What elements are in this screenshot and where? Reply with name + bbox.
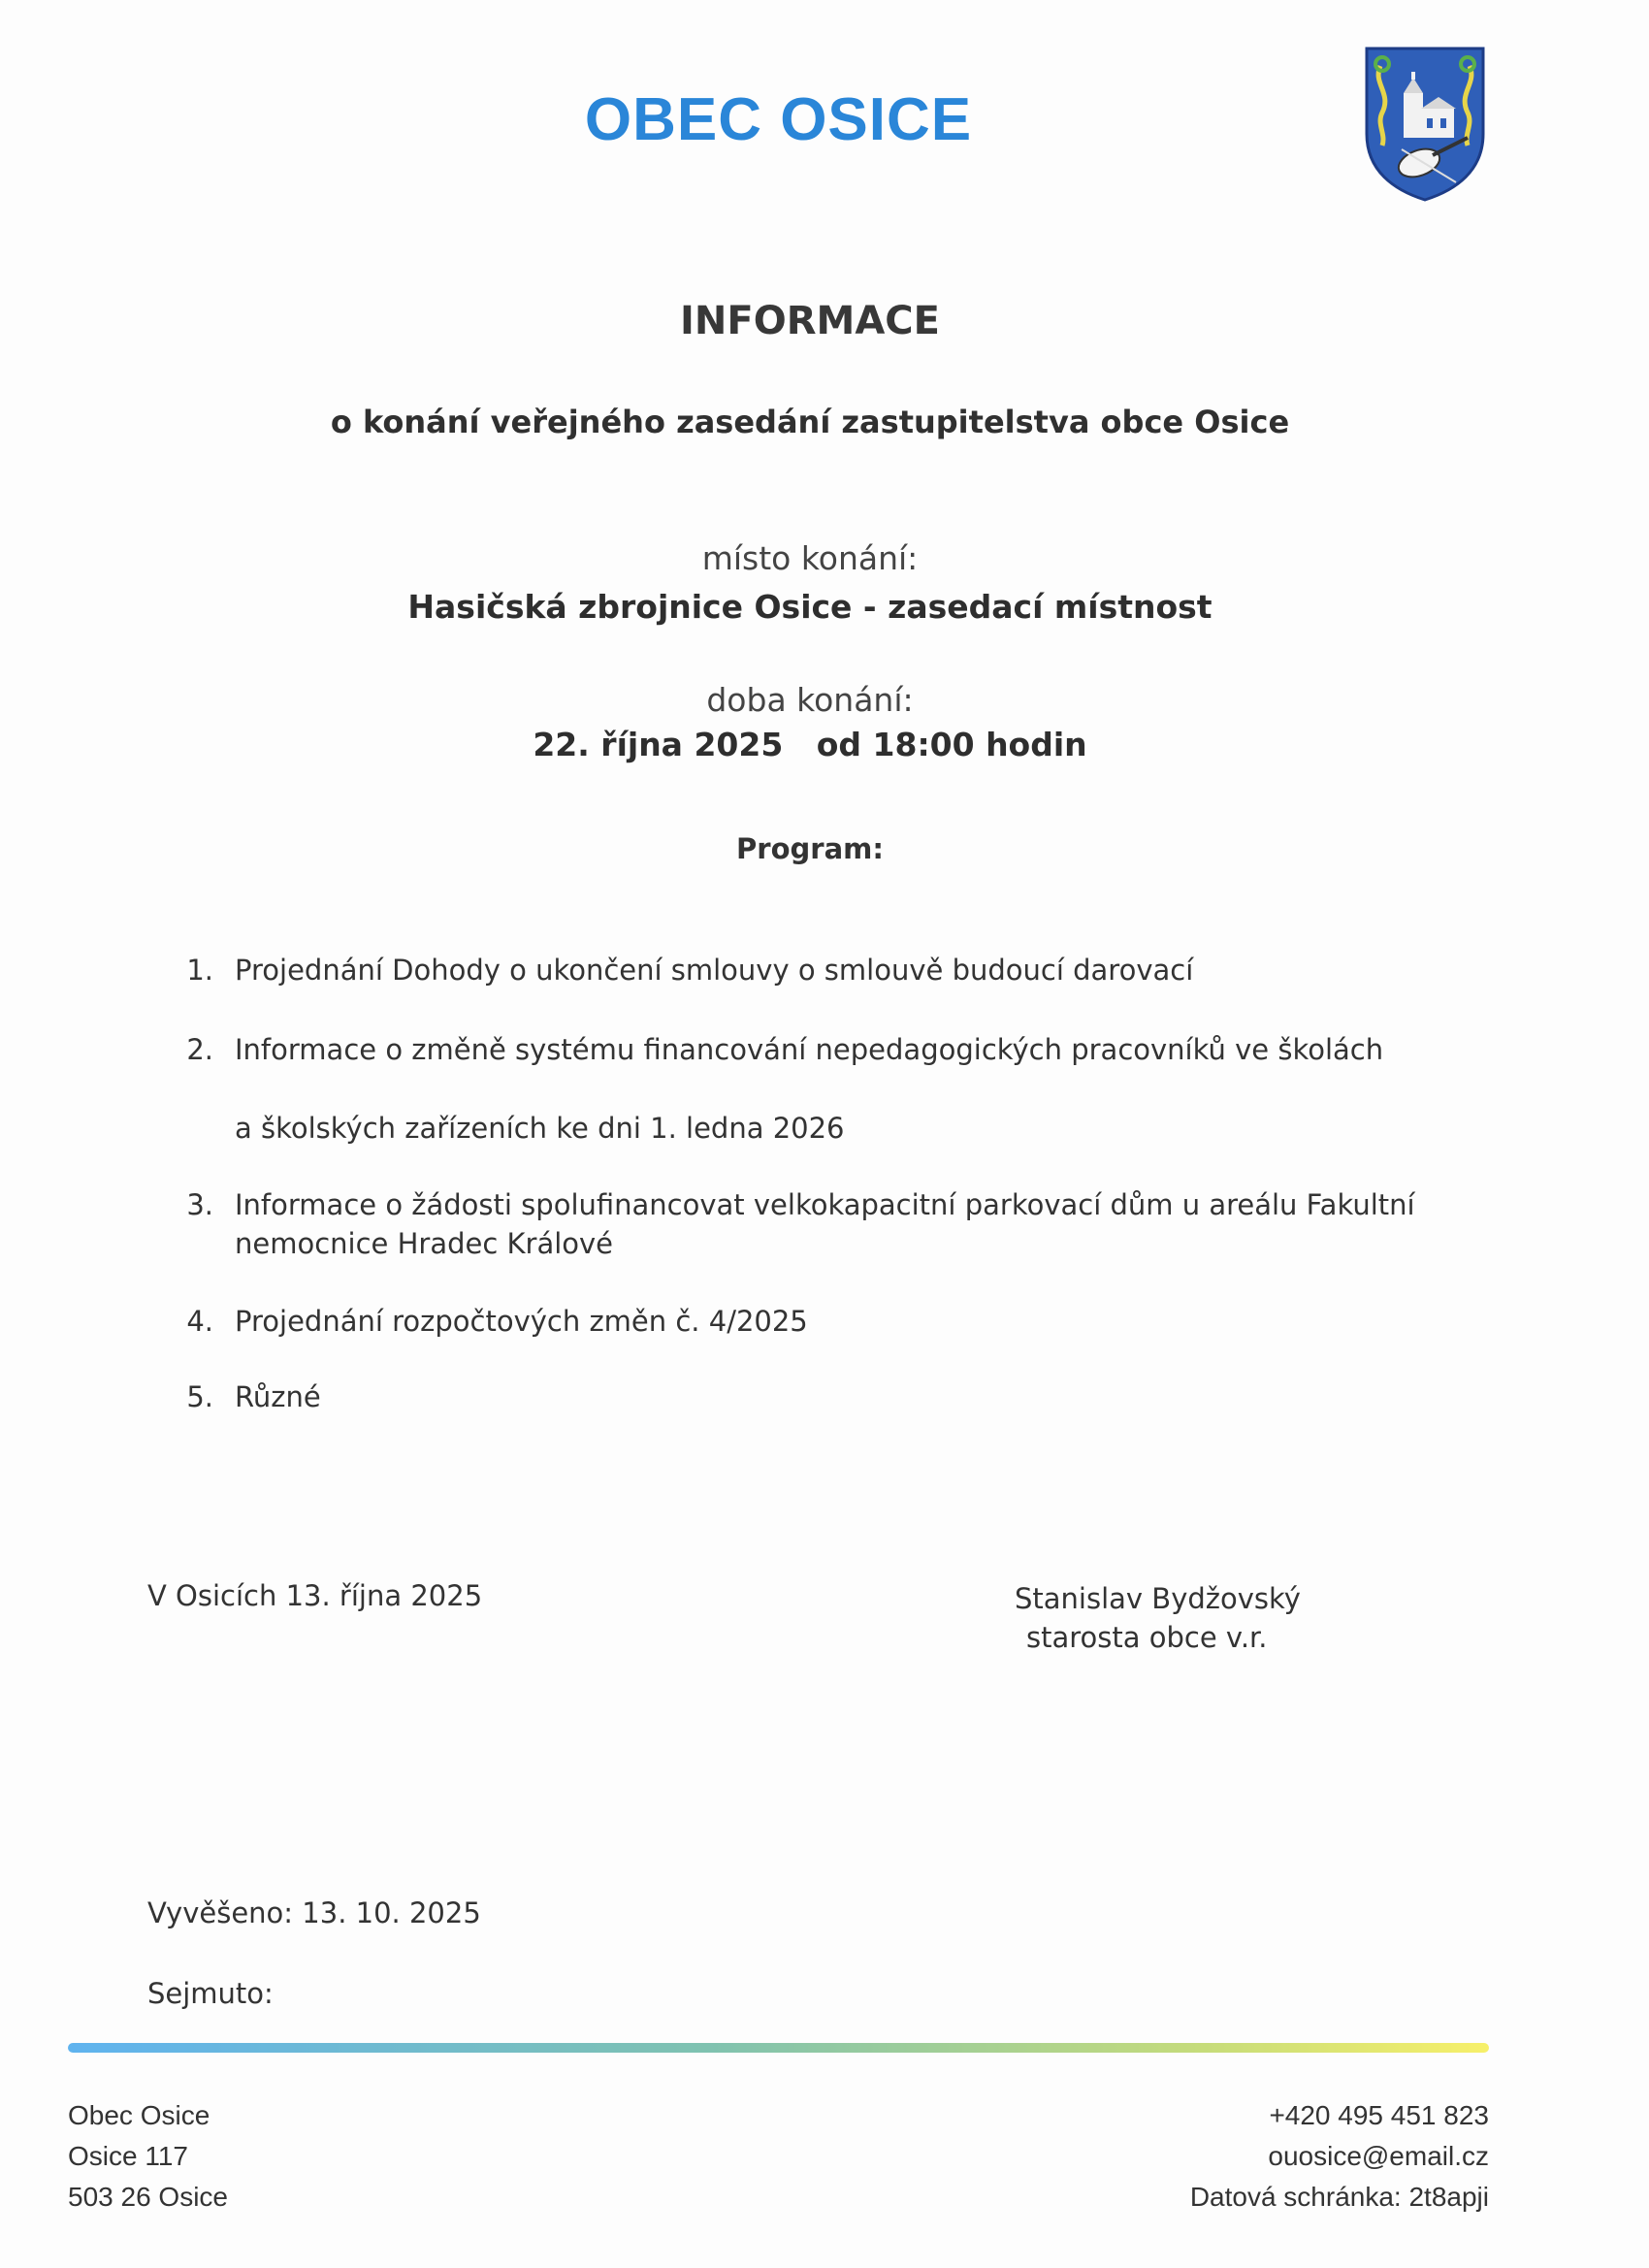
program-item-text — [235, 1377, 1438, 1416]
footer-street: Osice 117 — [68, 2141, 188, 2171]
program-item-line: Projednání rozpočtových změn č. 4/2025 — [235, 1305, 808, 1338]
coat-of-arms-icon — [1363, 45, 1487, 204]
program-item — [175, 951, 1436, 989]
program-item-number: 1. — [186, 954, 213, 987]
program-item — [175, 1302, 1436, 1341]
program-heading: Program: — [736, 832, 884, 865]
removed-date: Sejmuto: — [147, 1977, 274, 2010]
program-item-line-continued: a školských zařízeních ke dni 1. ledna 2026 — [235, 1112, 845, 1145]
footer-org-name: Obec Osice — [68, 2100, 210, 2130]
footer-city: 503 26 Osice — [68, 2182, 228, 2212]
signature-block — [1015, 1579, 1301, 1657]
footer-email: ouosice@email.cz — [1268, 2141, 1489, 2171]
program-item-number: 2. — [186, 1033, 213, 1066]
place-and-date: V Osicích 13. října 2025 — [147, 1579, 483, 1612]
signer-role: starosta obce v.r. — [1026, 1621, 1268, 1654]
program-item-line-continued: nemocnice Hradec Králové — [235, 1227, 614, 1260]
program-item-line: Informace o změně systému financování nepedagogických pracovníků ve školách — [235, 1033, 1384, 1066]
place-label: místo konání: — [701, 539, 919, 577]
program-item — [175, 1185, 1436, 1263]
municipality-title: OBEC OSICE — [584, 86, 973, 153]
notice-title: INFORMACE — [680, 299, 940, 343]
program-item — [175, 1377, 1436, 1416]
program-item-text — [235, 951, 1438, 989]
program-item-text — [235, 1185, 1438, 1263]
footer-databox: Datová schránka: 2t8apji — [1189, 2182, 1489, 2212]
place-value: Hasičská zbrojnice Osice - zasedací místnost — [407, 588, 1212, 626]
program-item-number: 3. — [186, 1188, 213, 1221]
footer-address — [68, 2095, 228, 2218]
time-label: doba konání: — [706, 681, 914, 719]
time-value: 22. října 2025 od 18:00 hodin — [533, 726, 1087, 763]
posted-date: Vyvěšeno: 13. 10. 2025 — [147, 1896, 481, 1929]
program-item — [175, 1030, 1436, 1145]
notice-subtitle: o konání veřejného zasedání zastupitelstva obce Osice — [330, 404, 1290, 440]
program-item-line: Různé — [235, 1380, 321, 1413]
footer-contacts — [1190, 2095, 1489, 2218]
footer-phone: +420 495 451 823 — [1269, 2100, 1489, 2130]
program-item-text — [235, 1030, 1438, 1148]
footer-divider — [68, 2043, 1489, 2053]
program-item-number: 4. — [186, 1305, 213, 1338]
program-item-number: 5. — [186, 1380, 213, 1413]
signer-name: Stanislav Bydžovský — [1015, 1582, 1301, 1615]
program-item-text — [235, 1302, 1438, 1341]
program-item-line: Informace o žádosti spolufinancovat velkokapacitní parkovací dům u areálu Fakultní — [235, 1188, 1415, 1221]
program-item-line: Projednání Dohody o ukončení smlouvy o smlouvě budoucí darovací — [235, 954, 1194, 987]
